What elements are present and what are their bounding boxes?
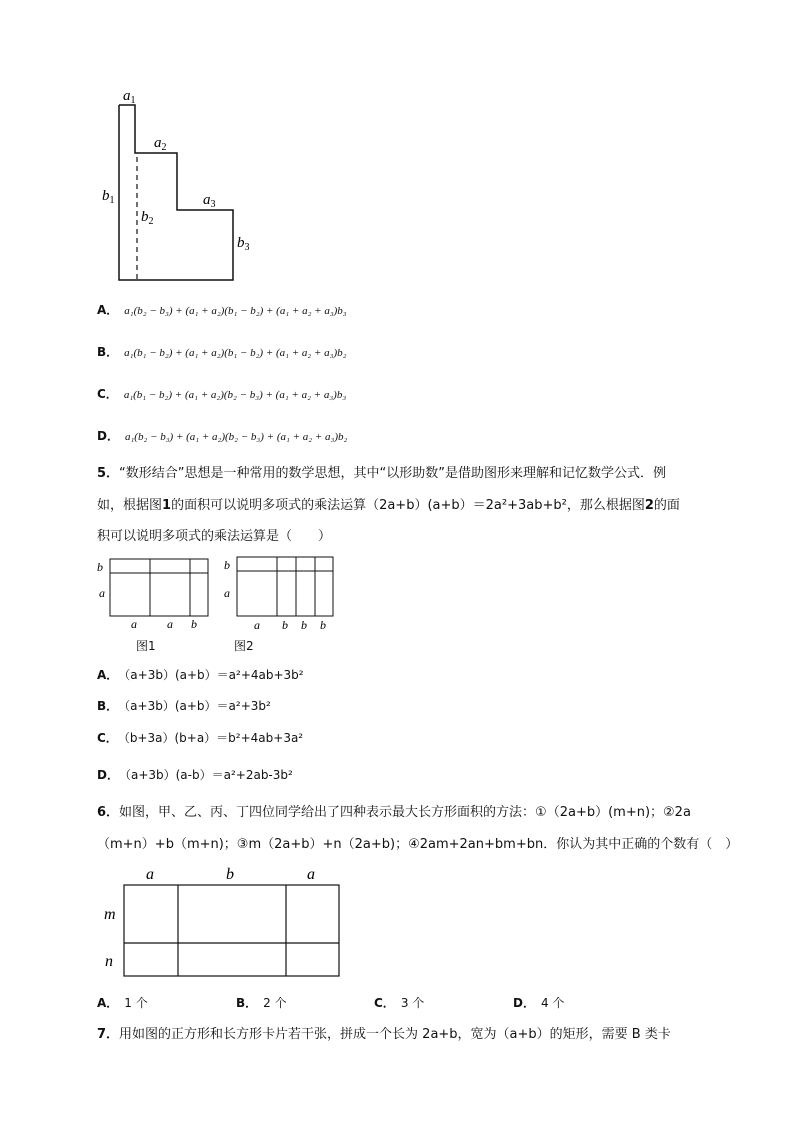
label-b2: $b_2$ <box>141 209 154 227</box>
q5-option-d[interactable]: D． （a+3b）(a-b）＝a²+2ab-3b² <box>97 768 293 782</box>
q6-option-a[interactable]: A． 1 个 <box>97 996 148 1010</box>
q6-rectangle-figure <box>95 860 355 985</box>
fig1-bottom-b: b <box>191 617 197 631</box>
q6-left-m: m <box>104 906 116 923</box>
q5-figure-1-caption: 图1 <box>136 639 156 653</box>
q5-figure-1 <box>93 553 218 633</box>
q5-option-b[interactable]: B． （a+3b）(a+b）＝a²+3b² <box>97 699 271 713</box>
q5-line-3: 积可以说明多项式的乘法运算是（ ） <box>97 529 332 544</box>
label-b1: $b_1$ <box>102 188 115 206</box>
q5-line-2: 如，根据图1的面积可以说明多项式的乘法运算（2a+b）(a+b）＝2a²+3ab+b²，那么根据图2的面 <box>97 498 680 513</box>
q6-top-a2: a <box>307 866 315 883</box>
label-b3: $b_3$ <box>237 235 250 253</box>
q6-option-c[interactable]: C． 3 个 <box>374 996 425 1010</box>
q7-line-1: 7．用如图的正方形和长方形卡片若干张，拼成一个长为 2a+b，宽为（a+b）的矩形，需要 B 类卡 <box>97 1027 671 1042</box>
q6-option-d[interactable]: D． 4 个 <box>513 996 565 1010</box>
q5-figure-2-caption: 图2 <box>234 639 254 653</box>
q6-line-1: 6．如图，甲、乙、丙、丁四位同学给出了四种表示最大长方形面积的方法：①（2a+b）(m+n)；②2a <box>97 805 691 820</box>
fig1-bottom-a2: a <box>167 617 173 631</box>
fig2-bottom-b3: b <box>320 618 326 632</box>
label-a2: $a_2$ <box>154 135 167 153</box>
label-a3: $a_3$ <box>203 192 216 210</box>
q4-option-a[interactable]: A． a₁(b₂ − b₃) + (a₁ + a₂)(b₁ − b₂) + (a₁ + a₂ + a₃)b₃ <box>97 303 347 317</box>
q4-staircase-figure <box>95 85 275 290</box>
fig1-left-a: a <box>99 586 105 600</box>
staircase-outline <box>119 105 233 280</box>
fig1-left-b: b <box>97 560 103 574</box>
label-a1: $a_1$ <box>123 88 136 106</box>
fig2-left-a: a <box>224 586 230 600</box>
fig2-bottom-b2: b <box>301 618 307 632</box>
fig1-bottom-a1: a <box>131 617 137 631</box>
q4-option-d[interactable]: D． a₁(b₂ − b₃) + (a₁ + a₂)(b₂ − b₃) + (a₁ + a₂ + a₃)b₂ <box>97 429 348 443</box>
q5-figure-2 <box>220 553 345 633</box>
fig2-bottom-b1: b <box>282 618 288 632</box>
fig2-bottom-a: a <box>254 618 260 632</box>
q4-option-b[interactable]: B． a₁(b₁ − b₂) + (a₁ + a₂)(b₁ − b₂) + (a₁ + a₂ + a₃)b₂ <box>97 345 347 359</box>
q6-top-b: b <box>226 866 234 883</box>
q5-option-a[interactable]: A． （a+3b）(a+b）＝a²+4ab+3b² <box>97 668 304 682</box>
q6-left-n: n <box>105 953 113 970</box>
q6-option-b[interactable]: B． 2 个 <box>236 996 287 1010</box>
fig2-left-b: b <box>224 558 230 572</box>
q6-line-2: （m+n）+b（m+n)；③m（2a+b）+n（2a+b)；④2am+2an+bm+bn．你认为其中正确的个数有（ ） <box>97 837 739 852</box>
q6-top-a1: a <box>146 866 154 883</box>
q5-option-c[interactable]: C． （b+3a）(b+a）＝b²+4ab+3a² <box>97 731 304 745</box>
q4-option-c[interactable]: C． a₁(b₁ − b₂) + (a₁ + a₂)(b₂ − b₃) + (a₁ + a₂ + a₃)b₃ <box>97 387 347 401</box>
q5-line-1: 5．“数形结合”思想是一种常用的数学思想，其中“以形助数”是借助图形来理解和记忆数学公式．例 <box>97 466 666 481</box>
